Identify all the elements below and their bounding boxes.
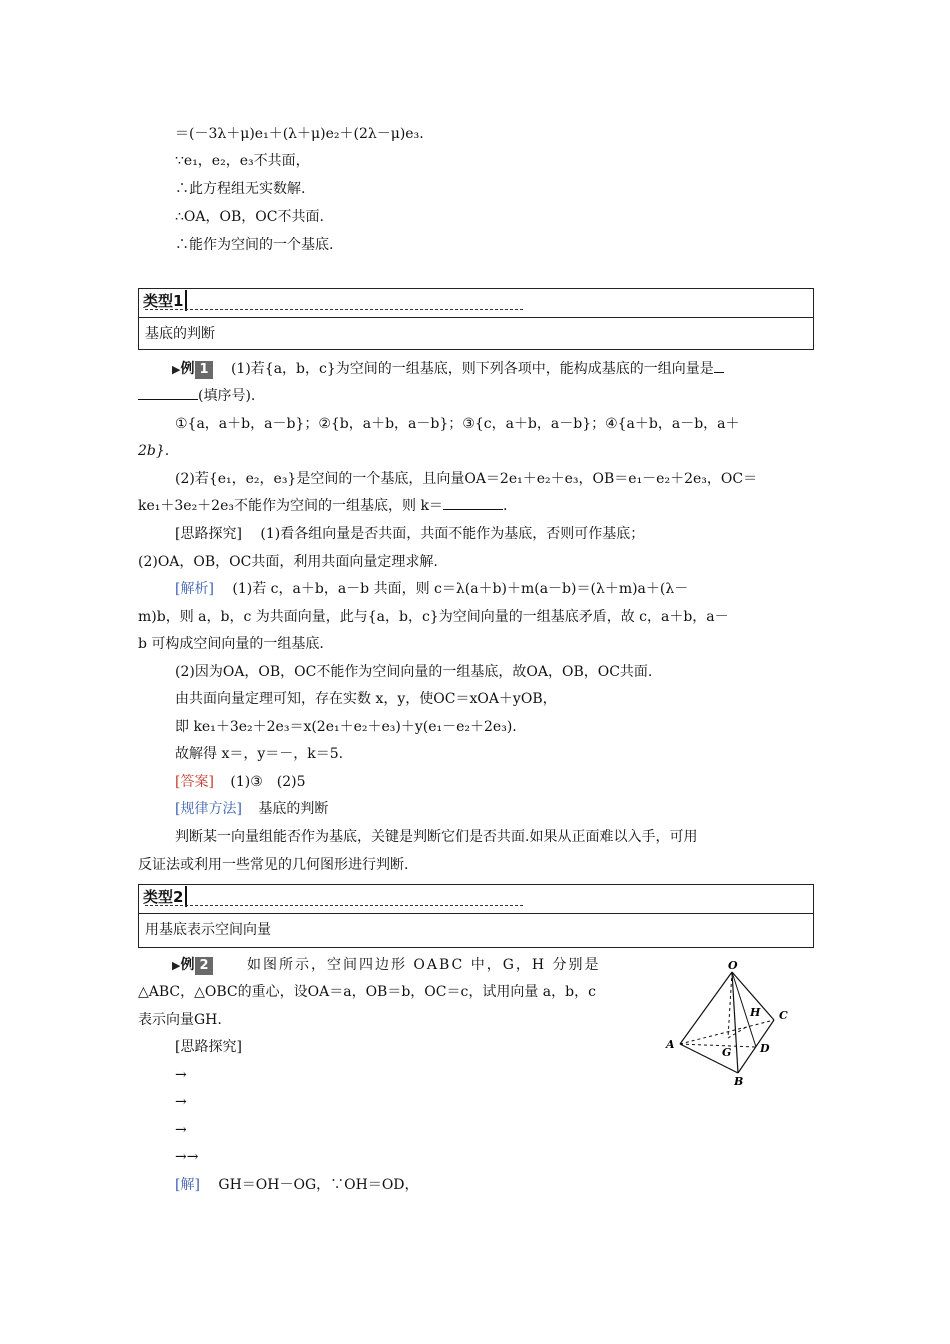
dashed-divider — [145, 309, 523, 310]
text-line: ∴此方程组无实数解. — [175, 181, 306, 197]
text-line: 表示向量GH. — [138, 1012, 222, 1028]
solution-line: [解] GH＝OH－OG，∵OH＝OD， — [175, 1177, 419, 1193]
text-line: 即 ke₁＋3e₂＋2e₃＝x(2e₁＋e₂＋e₃)＋y(e₁－e₂＋2e₃). — [175, 719, 517, 735]
think-line: [思路探究] (1)看各组向量是否共面，共面不能作为基底，否则可作基底； — [175, 526, 645, 542]
section-box-type1 — [138, 288, 814, 350]
text-line: (2)若{e₁，e₂，e₃}是空间的一个基底，且向量OA＝2e₁＋e₂＋e₃，OB＝e₁－e₂＋2e₃，OC＝ — [175, 471, 758, 487]
options-line: 2b}. — [138, 443, 170, 459]
arrow-line: → — [175, 1122, 187, 1138]
label-A: A — [666, 1038, 675, 1051]
text-line: △ABC，△OBC的重心，设OA＝a，OB＝b，OC＝c，试用向量 a，b，c — [138, 984, 596, 1000]
label-C: C — [779, 1009, 788, 1022]
text-line: 由共面向量定理可知，存在实数 x，y，使OC＝xOA＋yOB， — [175, 691, 557, 707]
label-D: D — [760, 1042, 770, 1055]
triangle-icon: ▶ — [172, 959, 181, 972]
method-label: [规律方法] — [175, 801, 242, 817]
text-line: (2)因为OA，OB，OC不能作为空间向量的一组基底，故OA，OB，OC共面. — [175, 664, 653, 680]
text-line: ∴OA，OB，OC不共面. — [175, 209, 324, 225]
answer-blank — [443, 497, 503, 510]
answer-blank — [138, 387, 198, 400]
arrow-line: →→ — [175, 1149, 199, 1165]
arrow-line: → — [175, 1067, 187, 1083]
analysis-line: [解析] (1)若 c，a＋b，a－b 共面，则 c＝λ(a＋b)＋m(a－b)＝(λ＋m)a＋(λ－ — [175, 581, 689, 597]
tetrahedron-figure — [660, 958, 800, 1088]
example-label: ▶例 1 — [172, 360, 213, 379]
label-G: G — [722, 1046, 732, 1059]
section-box-type2 — [138, 884, 814, 948]
section-header — [139, 289, 813, 318]
text-line: (2)OA，OB，OC共面，利用共面向量定理求解. — [138, 554, 438, 570]
analysis-label: [解析] — [175, 581, 214, 597]
section-tag: 类型2 — [143, 886, 187, 907]
text-line: b 可构成空间向量的一组基底. — [138, 636, 324, 652]
text-line: 判断某一向量组能否作为基底，关键是判断它们是否共面.如果从正面难以入手，可用 — [175, 829, 698, 845]
section-tag: 类型1 — [143, 290, 187, 311]
options-line: ①{a，a＋b，a－b}；②{b，a＋b，a－b}；③{c，a＋b，a－b}；④{a＋b，a－b，a＋ — [175, 416, 740, 432]
example2-question: ▶例 2 如图所示，空间四边形 OABC 中，G，H 分别是 — [172, 957, 601, 973]
answer-line: [答案] (1)③ (2)5 — [175, 774, 306, 790]
section-header — [139, 885, 813, 914]
answer-label: [答案] — [175, 774, 214, 790]
example1-question: ▶例 1 (1)若{a，b，c}为空间的一组基底，则下列各项中，能构成基底的一组向量是 — [172, 360, 724, 379]
answer-blank — [714, 360, 724, 373]
think-label: [思路探究] — [175, 1039, 242, 1055]
text-line: (填序号). — [138, 387, 255, 405]
label-H: H — [750, 1006, 761, 1019]
label-B: B — [734, 1075, 744, 1088]
section-subtitle: 基底的判断 — [145, 326, 215, 342]
text-line: m)b，则 a，b，c 为共面向量，此与{a，b，c}为空间向量的一组基底矛盾，故 c，a＋b，a－ — [138, 609, 729, 625]
text-line: ∴能作为空间的一个基底. — [175, 237, 334, 253]
arrow-line: → — [175, 1094, 187, 1110]
text-line: 反证法或利用一些常见的几何图形进行判断. — [138, 857, 409, 873]
text-line: ＝(－3λ＋μ)e₁＋(λ＋μ)e₂＋(2λ－μ)e₃. — [175, 126, 424, 142]
text-line: ke₁＋3e₂＋2e₃不能作为空间的一组基底，则 k＝ . — [138, 498, 508, 514]
label-O: O — [728, 959, 738, 972]
dashed-divider — [145, 905, 523, 906]
example-label: ▶例 2 — [172, 956, 213, 975]
think-label: [思路探究] — [175, 526, 242, 542]
section-subtitle: 用基底表示空间向量 — [145, 922, 271, 938]
solution-label: [解] — [175, 1177, 200, 1193]
text-line: 故解得 x＝，y＝－，k＝5. — [175, 746, 344, 762]
method-line: [规律方法] 基底的判断 — [175, 801, 329, 817]
text-line: ∵e₁，e₂，e₃不共面， — [175, 153, 310, 169]
triangle-icon: ▶ — [172, 363, 181, 376]
